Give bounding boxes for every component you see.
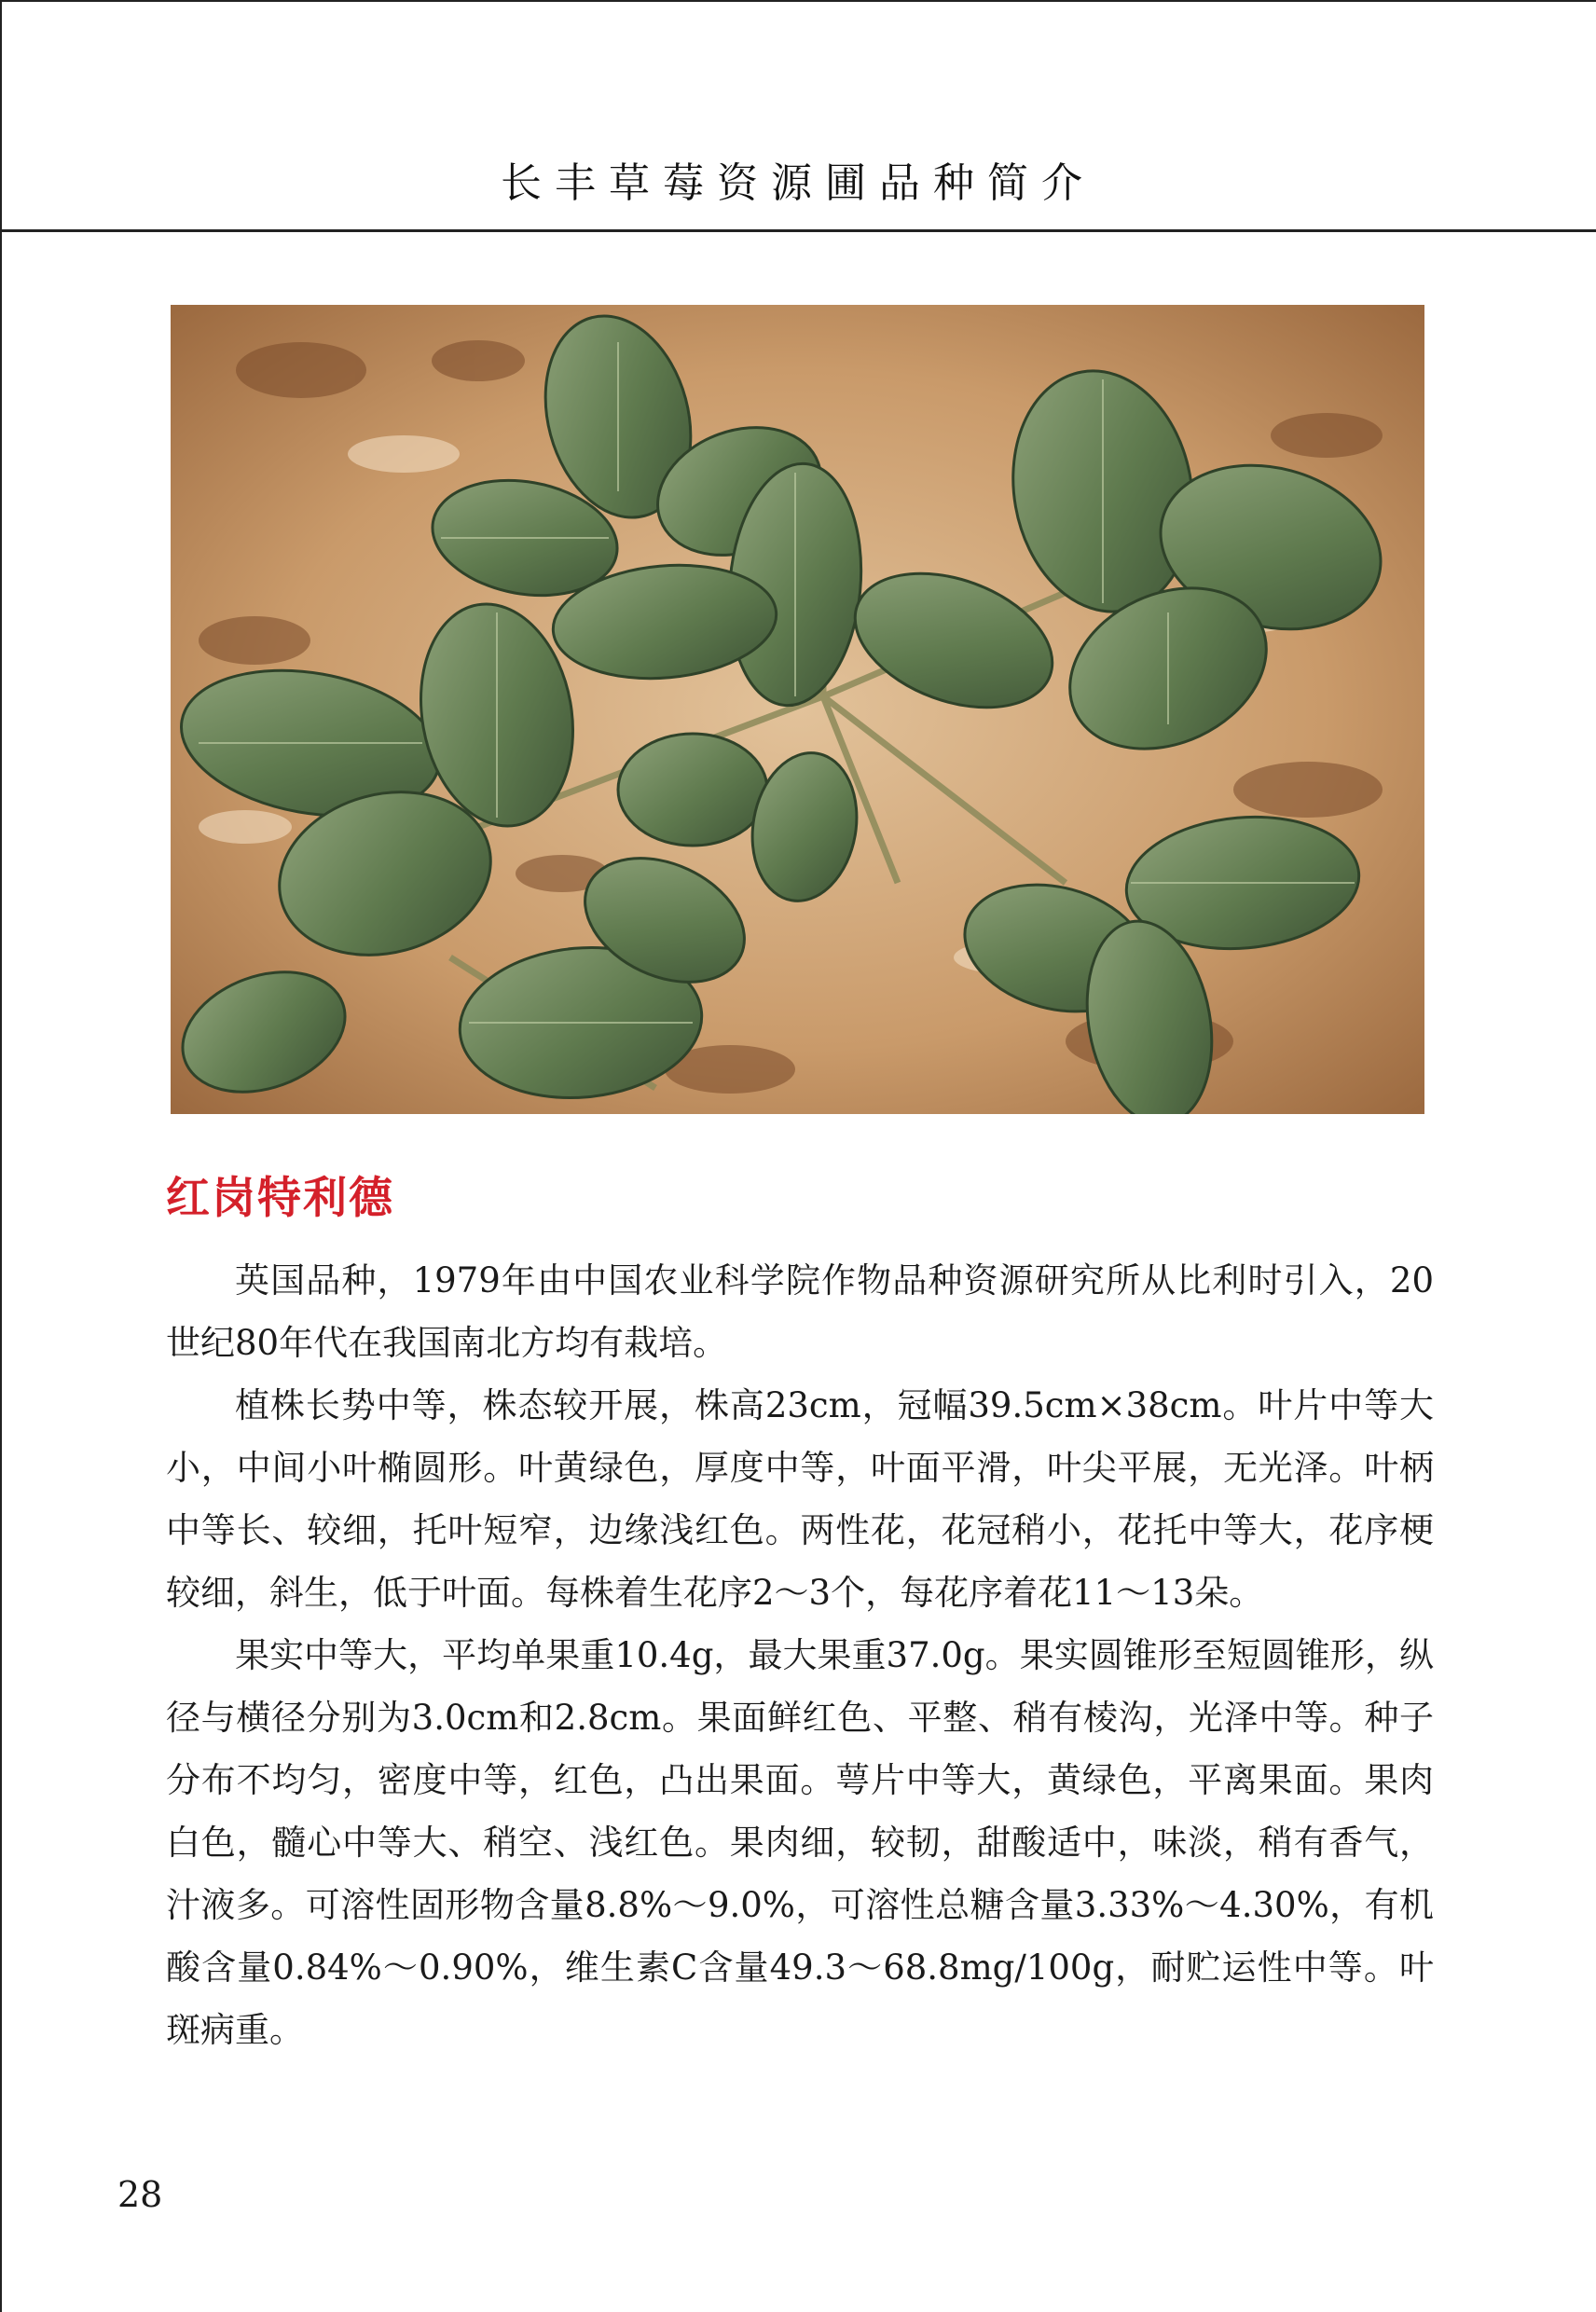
strawberry-plant-photo	[171, 305, 1424, 1114]
header-divider	[0, 229, 1596, 232]
description-text	[166, 1249, 1434, 2061]
running-header: 长丰草莓资源圃品种简介	[501, 159, 1095, 207]
variety-title: 红岗特利德	[166, 1173, 394, 1224]
paragraph-plant: 植株长势中等，株态较开展，株高23cm，冠幅39.5cm×38cm。叶片中等大小，中间小叶椭圆形。叶黄绿色，厚度中等，叶面平滑，叶尖平展，无光泽。叶柄中等长、较细，托叶短窄，边缘浅红色。两性花，花冠稍小，花托中等大，花序梗较细，斜生，低于叶面。每株着生花序2～3个，每花序着花11～13朵。	[166, 1385, 1434, 1613]
strawberry-plant-icon	[171, 305, 1424, 1114]
paragraph-origin: 英国品种，1979年由中国农业科学院作物品种资源研究所从比利时引入，20世纪80年代在我国南北方均有栽培。	[166, 1260, 1434, 1363]
page-number: 28	[117, 2174, 163, 2215]
paragraph-fruit: 果实中等大，平均单果重10.4g，最大果重37.0g。果实圆锥形至短圆锥形，纵径与横径分别为3.0cm和2.8cm。果面鲜红色、平整、稍有棱沟，光泽中等。种子分布不均匀，密度中等，红色，凸出果面。萼片中等大，黄绿色，平离果面。果肉白色，髓心中等大、稍空、浅红色。果肉细，较韧，甜酸适中，味淡，稍有香气，汁液多。可溶性固形物含量8.8%～9.0%，可溶性总糖含量3.33%～4.30%，有机酸含量0.84%～0.90%，维生素C含量49.3～68.8mg/100g，耐贮运性中等。叶斑病重。	[166, 1635, 1434, 2050]
